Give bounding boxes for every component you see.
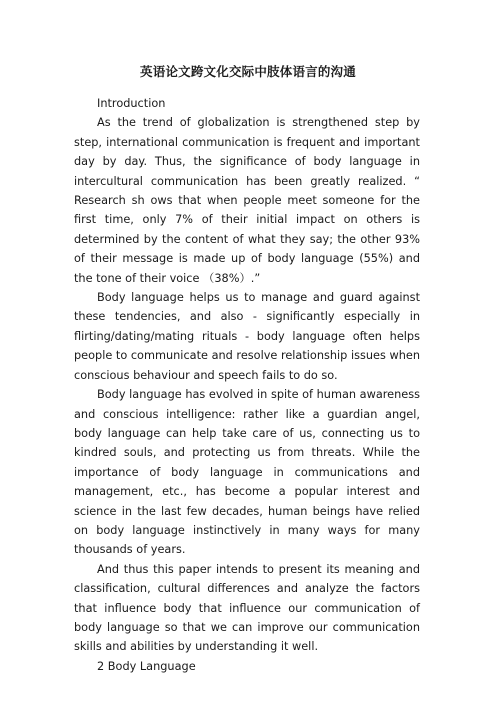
section-heading-introduction: Introduction [97,97,166,110]
document-body [74,94,420,676]
paragraph: Body language has evolved in spite of human awareness and conscious intelligence: rather like a guardian angel, body language can help take care of us, connecting us to kindred souls, and protecting us from threats. While the importance of body language in communications and management, etc., has become a popular interest and science in the last few decades, human beings have relied on body language instinctively in many ways for many thousands of years. [74,388,420,557]
paragraph: Body language helps us to manage and guard against these tendencies, and also - significantly especially in flirting/dating/mating rituals - body language often helps people to communicate and resolve relationship issues when conscious behaviour and speech fails to do so. [74,291,420,382]
document-title: 英语论文跨文化交际中肢体语言的沟通 [140,64,356,79]
section-heading-body-language: 2 Body Language [97,659,196,673]
paragraph: As the trend of globalization is strengthened step by step, international communication is frequent and important day by day. Thus, the significance of body language in intercultural communication has been greatly realized. “ Research sh ows that when people meet someone for the first time, only 7% of their initial impact on others is determined by the content of what they say; the other 93% of their message is made up of body language (55%) and the tone of their voice （38%）.” [74,116,420,285]
paragraph: And thus this paper intends to present its meaning and classification, cultural differences and analyze the factors that influence body that influence our communication of body language so that we can improve our communication skills and abilities by understanding it well. [74,562,420,654]
